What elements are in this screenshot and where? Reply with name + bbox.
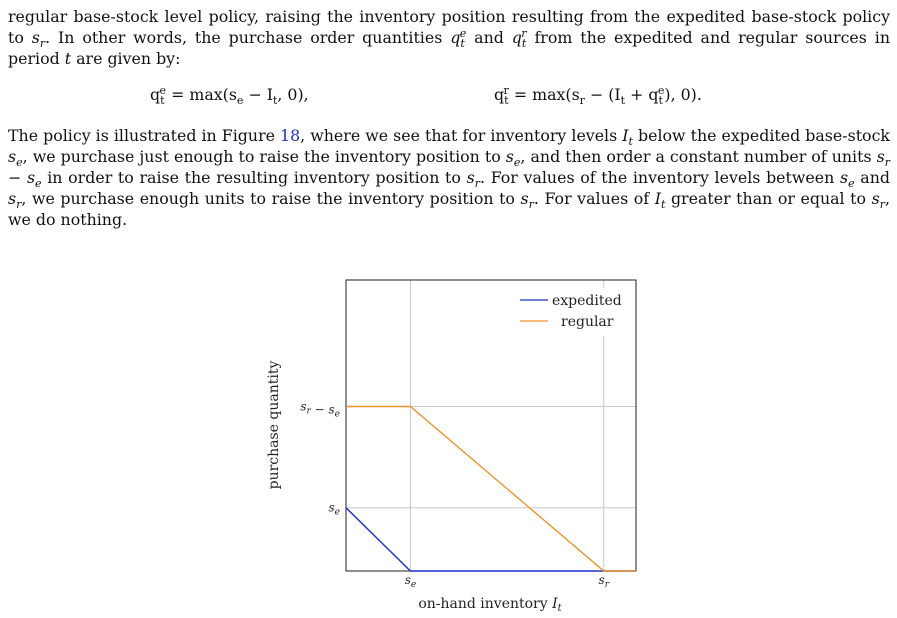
policy-text: , where we see that for inventory levels — [300, 126, 623, 145]
equation-regular: $q_t^r = \max(s_r - (I_t + q_t^e)$, 0). — [494, 83, 702, 108]
intro-text: policy to — [8, 7, 890, 47]
equation-expedited: $q_t^e = \max(s_e - I_t$, 0), — [150, 83, 309, 108]
legend — [512, 288, 630, 336]
x-tick-label: $s_e$ — [404, 573, 417, 590]
x-axis-label: on-hand inventory $I_t$ — [418, 596, 562, 614]
policy-text: , we do nothing. — [8, 189, 890, 229]
y-tick-label: $s_r - s_e$ — [300, 399, 340, 420]
intro-text: sources in period — [8, 28, 890, 68]
policy-paragraph: The policy is illustrated in Figure 18, where we see that for inventory levels $I_t$ below the expedited base-stock $s_e$, we purchase just enough to raise the inventory position to $s_e$, and then order a constant number of units $s_r - s_e$ in order to raise the resulting inventory position to $s_r$. For values of the inventory levels between $s_e$ and $s_r$, we purchase enough units to raise the inventory position to $s_r$. For values of $I_t$ greater than or equal to $s_r$, we do nothing. — [8, 126, 890, 229]
legend-label-regular: regular — [561, 314, 614, 330]
policy-text: The policy is illustrated in Figure — [8, 126, 281, 145]
series-line-regular — [346, 407, 636, 572]
legend-label-expedited: expedited — [552, 293, 622, 309]
intro-line-1: regular base-stock level policy, raising the inventory position resulting from the expedited base-stock — [8, 7, 837, 26]
policy-text: , and then order a constant number of units — [520, 147, 877, 166]
intro-paragraph: regular base-stock level policy, raising the inventory position resulting from the expedited base-stock policy to $s_r$. In other words, the purchase order quantities $q_t^e$ and $q_t^r$ from the expedited and regular sources in period t are given by: — [8, 7, 890, 68]
policy-text: , we purchase just enough to raise the inventory position to — [22, 147, 506, 166]
y-axis-label: purchase quantity — [266, 360, 282, 490]
policy-text: and — [854, 168, 890, 187]
y-tick-label: $s_e$ — [328, 500, 340, 518]
figure-reference-link[interactable]: 18 — [280, 126, 301, 145]
intro-text: . In other words, the purchase order quantities — [45, 28, 451, 47]
intro-text: from the expedited and regular — [526, 28, 798, 47]
policy-text: in order to raise the resulting inventory position to — [41, 168, 467, 187]
policy-text: . For values of the inventory levels between — [479, 168, 840, 187]
intro-text: and — [466, 28, 512, 47]
intro-text: are given by: — [71, 49, 181, 68]
x-tick-label: $s_r$ — [598, 573, 610, 590]
policy-text: below the expedited base-stock — [632, 126, 890, 145]
policy-text: . For values of — [533, 189, 655, 208]
policy-text: , we purchase enough units to raise the inventory position to — [21, 189, 521, 208]
policy-text: greater than or equal to — [665, 189, 872, 208]
